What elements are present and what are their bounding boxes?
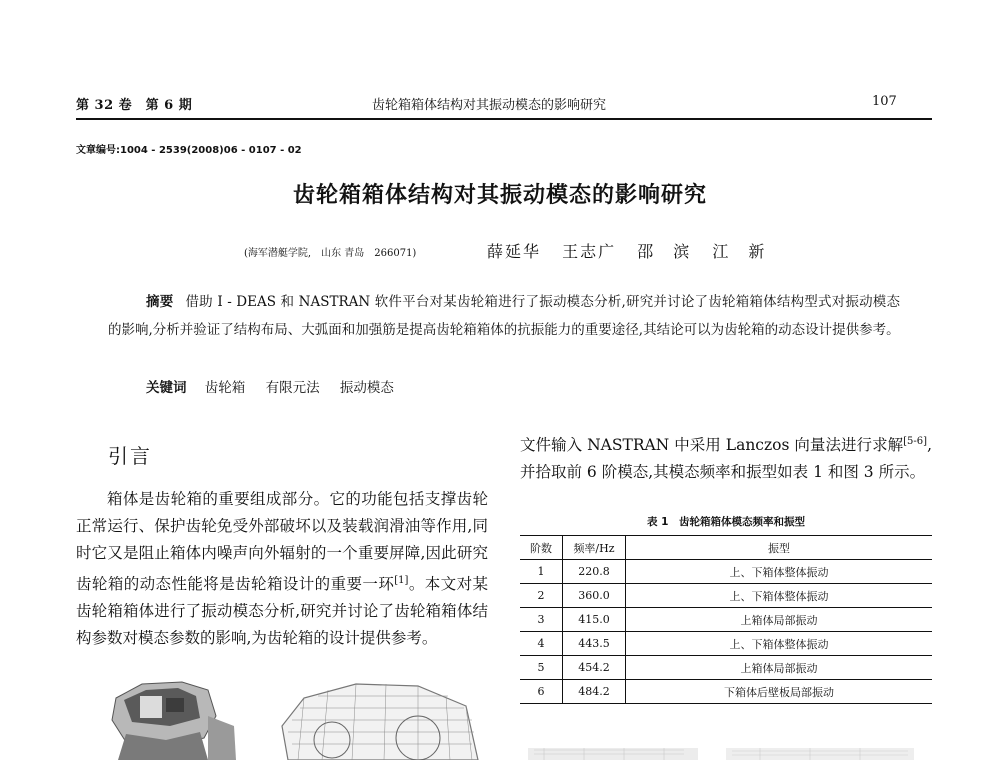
- column-header: 振型: [626, 536, 933, 560]
- section-heading-intro: 引言: [108, 444, 152, 468]
- table-cell: 2: [537, 589, 545, 602]
- table-row: [520, 656, 932, 680]
- header-volume-issue: 第 32 卷 第 6 期: [76, 98, 193, 113]
- table-cell: 454.2: [563, 656, 626, 680]
- gearbox-solid-model-figure: [96, 676, 246, 760]
- table-cell: 4: [537, 637, 545, 650]
- table-cell: 220.8: [563, 560, 626, 584]
- header-page-number: 107: [872, 94, 897, 109]
- author-name: 江 新: [712, 242, 767, 261]
- right-column-paragraph: [520, 428, 932, 486]
- citation-ref: [5-6]: [903, 436, 928, 447]
- intro-text: 箱体是齿轮箱的重要组成部分。它的功能包括支撑齿轮正常运行、保护齿轮免受外部破坏以及装载润滑油等作用,同时它又是阻止箱体内噪声向外辐射的一个重要屏障,因此研究齿轮箱的动态性能将是齿轮箱设计的重要一环: [76, 490, 488, 594]
- table-cell: 484.2: [563, 680, 626, 704]
- table-cell: 上、下箱体整体振动: [626, 584, 933, 608]
- table-cell: 下箱体后壁板局部振动: [626, 680, 933, 704]
- keyword: 有限元法: [265, 380, 320, 396]
- table-cell: 上、下箱体整体振动: [626, 560, 933, 584]
- table-header-row: [520, 536, 932, 560]
- body-text: 文件输入 NASTRAN 中采用 Lanczos 向量法进行求解: [520, 436, 904, 455]
- citation-ref: [1]: [394, 575, 409, 586]
- table-row: [520, 632, 932, 656]
- table-row: [520, 584, 932, 608]
- intro-text: 。本文对某齿轮箱箱体进行了振动模态分析,研究并讨论了齿轮箱箱体结构参数对模态参数的影响,为齿轮箱的设计提供参考。: [76, 575, 488, 648]
- mode-shape-figure-left: [524, 744, 704, 760]
- author-name: 邵 滨: [637, 242, 692, 261]
- modal-frequency-table: [520, 535, 932, 704]
- author-name: 王志广: [562, 242, 617, 261]
- column-header: 频率/Hz: [563, 536, 626, 560]
- table-cell: 上箱体局部振动: [626, 608, 933, 632]
- table-cell: 443.5: [563, 632, 626, 656]
- author-name: 薛延华: [487, 242, 542, 261]
- abstract-text: 借助 I - DEAS 和 NASTRAN 软件平台对某齿轮箱进行了振动模态分析,研究并讨论了齿轮箱箱体结构型式对振动模态的影响,分析并验证了结构布局、大弧面和加强筋是提高齿轮箱箱体的抗振能力的重要途径,其结论可以为齿轮箱的动态设计提供参考。: [108, 294, 901, 338]
- table-row: [520, 680, 932, 704]
- keyword: 齿轮箱: [204, 380, 246, 396]
- keyword: 振动模态: [339, 380, 394, 396]
- table-cell: 1: [537, 565, 545, 578]
- paper-title: 齿轮箱箱体结构对其振动模态的影响研究: [292, 183, 707, 208]
- table-cell: 上箱体局部振动: [626, 656, 933, 680]
- article-number: 文章编号:1004 - 2539(2008)06 - 0107 - 02: [76, 145, 302, 156]
- abstract: [108, 288, 900, 344]
- keywords: [146, 376, 410, 396]
- table-cell: 5: [537, 661, 545, 674]
- header-running-title: 齿轮箱箱体结构对其振动模态的影响研究: [372, 98, 607, 113]
- table-cell: 415.0: [563, 608, 626, 632]
- table-row: [520, 560, 932, 584]
- table-row: [520, 608, 932, 632]
- header-rule: [76, 118, 932, 120]
- mode-shape-figure-right: [720, 744, 920, 760]
- intro-paragraph: [76, 486, 488, 652]
- gearbox-mesh-model-figure: [268, 680, 488, 760]
- table-cell: 3: [537, 613, 545, 626]
- table-caption: 表 1 齿轮箱箱体模态频率和振型: [647, 516, 805, 528]
- author-list: [487, 239, 766, 262]
- table-cell: 360.0: [563, 584, 626, 608]
- author-affiliation: (海军潜艇学院, 山东 青岛 266071): [244, 248, 417, 259]
- body-text: ,并拾取前 6 阶模态,其模态频率和振型如表 1 和图 3 所示。: [520, 436, 932, 482]
- column-header: 阶数: [530, 541, 552, 555]
- table-cell: 上、下箱体整体振动: [626, 632, 933, 656]
- abstract-label: 摘要: [146, 294, 174, 310]
- table-cell: 6: [537, 685, 545, 698]
- keywords-label: 关键词: [146, 380, 187, 396]
